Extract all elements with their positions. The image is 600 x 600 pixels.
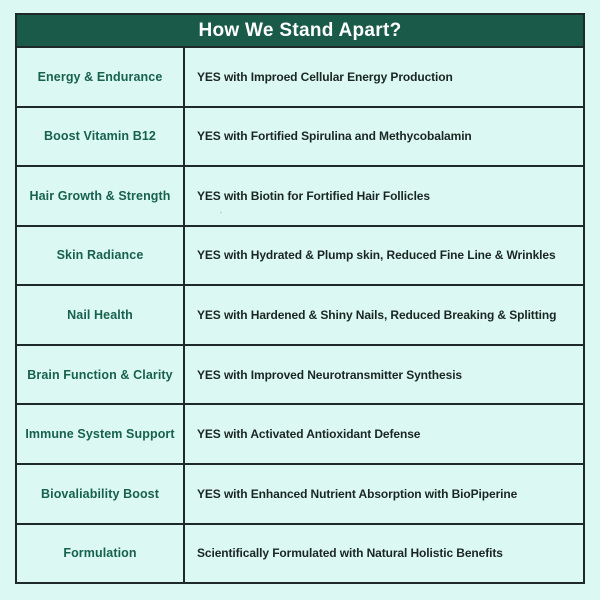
- feature-label: Biovaliability Boost: [41, 486, 159, 501]
- page-title: How We Stand Apart?: [198, 19, 402, 41]
- description-cell: [185, 465, 583, 523]
- feature-label: Nail Health: [67, 308, 133, 323]
- table-row: [17, 463, 583, 523]
- feature-cell: [17, 286, 185, 344]
- feature-cell: [17, 525, 185, 583]
- feature-label: Energy & Endurance: [37, 69, 163, 84]
- description-cell: [185, 48, 583, 106]
- description-text: YES with Hardened & Shiny Nails, Reduced Breaking & Splitting: [197, 308, 557, 323]
- feature-label: Skin Radiance: [56, 248, 144, 263]
- description-text: YES with Improved Neurotransmitter Synthesis: [197, 367, 462, 382]
- table-row: [17, 106, 583, 166]
- feature-cell: [17, 48, 185, 106]
- description-text: YES with Activated Antioxidant Defense: [197, 427, 421, 442]
- description-cell: [185, 286, 583, 344]
- table-row: [17, 225, 583, 285]
- feature-cell: [17, 167, 185, 225]
- description-text: YES with Fortified Spirulina and Methycobalamin: [197, 129, 472, 144]
- table-row: [17, 523, 583, 583]
- table-body: [17, 46, 583, 582]
- description-cell: [185, 525, 583, 583]
- description-cell: [185, 346, 583, 404]
- table-row: [17, 46, 583, 106]
- feature-label: Boost Vitamin B12: [44, 129, 156, 144]
- description-text: YES with Biotin for Fortified Hair Follicles: [197, 188, 430, 203]
- feature-label: Hair Growth & Strength: [29, 188, 171, 203]
- description-cell: [185, 167, 583, 225]
- description-cell: [185, 405, 583, 463]
- footnote-mark: ▪: [220, 210, 222, 217]
- description-text: YES with Improed Cellular Energy Production: [197, 69, 453, 84]
- comparison-table: [15, 13, 585, 584]
- description-text: YES with Enhanced Nutrient Absorption with BioPiperine: [197, 486, 518, 501]
- description-text: Scientifically Formulated with Natural Holistic Benefits: [197, 546, 503, 561]
- table-row: [17, 165, 583, 225]
- feature-cell: [17, 108, 185, 166]
- feature-label: Brain Function & Clarity: [27, 367, 173, 382]
- feature-label: Immune System Support: [25, 427, 175, 442]
- feature-label: Formulation: [63, 546, 137, 561]
- description-text: YES with Hydrated & Plump skin, Reduced Fine Line & Wrinkles: [197, 248, 556, 263]
- feature-cell: [17, 405, 185, 463]
- table-row: [17, 403, 583, 463]
- table-row: [17, 344, 583, 404]
- feature-cell: [17, 465, 185, 523]
- table-title-bar: [17, 15, 583, 46]
- feature-cell: [17, 227, 185, 285]
- table-row: [17, 284, 583, 344]
- description-cell: [185, 227, 583, 285]
- description-cell: [185, 108, 583, 166]
- feature-cell: [17, 346, 185, 404]
